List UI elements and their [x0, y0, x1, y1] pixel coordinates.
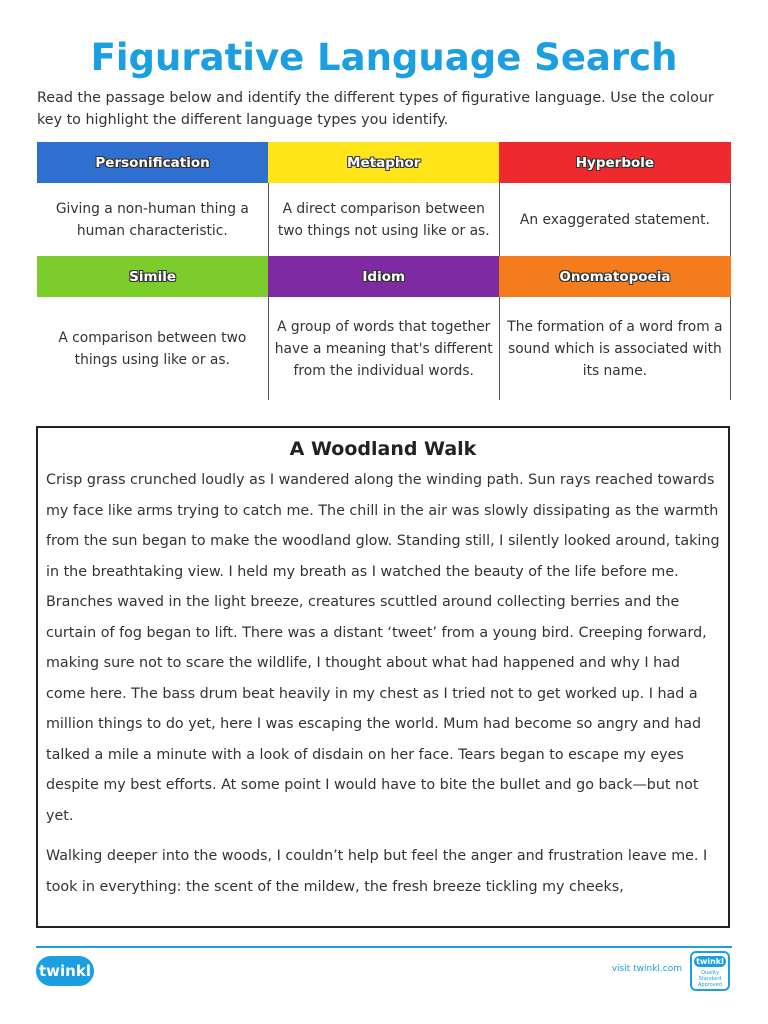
passage-box [36, 426, 730, 928]
quality-badge-icon [690, 951, 730, 991]
key-label-idiom: Idiom [268, 256, 499, 297]
badge-brand: twinkl [694, 956, 726, 967]
key-definition-idiom: A group of words that together have a meaning that's different from the individual words. [268, 297, 499, 400]
badge-text: Quality Standard Approved [698, 970, 722, 988]
page-title: Figurative Language Search [90, 36, 678, 79]
key-definition-hyperbole: An exaggerated statement. [499, 183, 730, 256]
colour-key-header-row [37, 256, 731, 297]
key-label-simile: Simile [37, 256, 268, 297]
colour-key-definition-row [37, 183, 731, 256]
key-definition-onomatopoeia: The formation of a word from a sound which is associated with its name. [499, 297, 730, 400]
key-label-personification: Personification [37, 142, 268, 183]
key-label-metaphor: Metaphor [268, 142, 499, 183]
key-definition-metaphor: A direct comparison between two things not using like or as. [268, 183, 499, 256]
passage-paragraph: Crisp grass crunched loudly as I wandered along the winding path. Sun rays reached towards my face like arms trying to catch me. The chill in the air was slowly dissipating as the warmth from the sun began to make the woodland glow. Standing still, I silently looked around, taking in the breathtaking view. I held my breath as I watched the beauty of the life before me. Branches waved in the light breeze, creatures scuttled around collecting berries and the curtain of fog began to lift. There was a distant ‘tweet’ from a young bird. Creeping forward, making sure not to scare the wildlife, I thought about what had happened and why I had come here. The bass drum beat heavily in my chest as I tried not to get worked up. I had a million things to do yet, here I was escaping the world. Mum had become so angry and had talked a mile a minute with a look of disdain on her face. Tears began to escape my eyes despite my best efforts. At some point I would have to bite the bullet and go back—but not yet. [46, 472, 720, 824]
twinkl-logo[interactable]: twinkl [36, 956, 94, 986]
instructions: Read the passage below and identify the different types of figurative language. Use the colour key to highlight the different language types you identify. [37, 90, 714, 128]
key-definition-personification: Giving a non-human thing a human characteristic. [55, 200, 249, 239]
passage-paragraph: Walking deeper into the woods, I couldn’t help but feel the anger and frustration leave me. I took in everything: the scent of the mildew, the fresh breeze tickling my cheeks, [46, 848, 708, 895]
colour-key-header-row [37, 142, 731, 183]
passage-title: A Woodland Walk [289, 438, 477, 460]
visit-link[interactable]: visit twinkl.com [611, 964, 682, 974]
key-definition-simile: A comparison between two things using like or as. [58, 329, 247, 368]
key-label-hyperbole: Hyperbole [499, 142, 730, 183]
footer-divider [36, 946, 732, 948]
colour-key-definition-row [37, 297, 731, 400]
key-label-onomatopoeia: Onomatopoeia [499, 256, 730, 297]
colour-key-table [37, 142, 731, 400]
